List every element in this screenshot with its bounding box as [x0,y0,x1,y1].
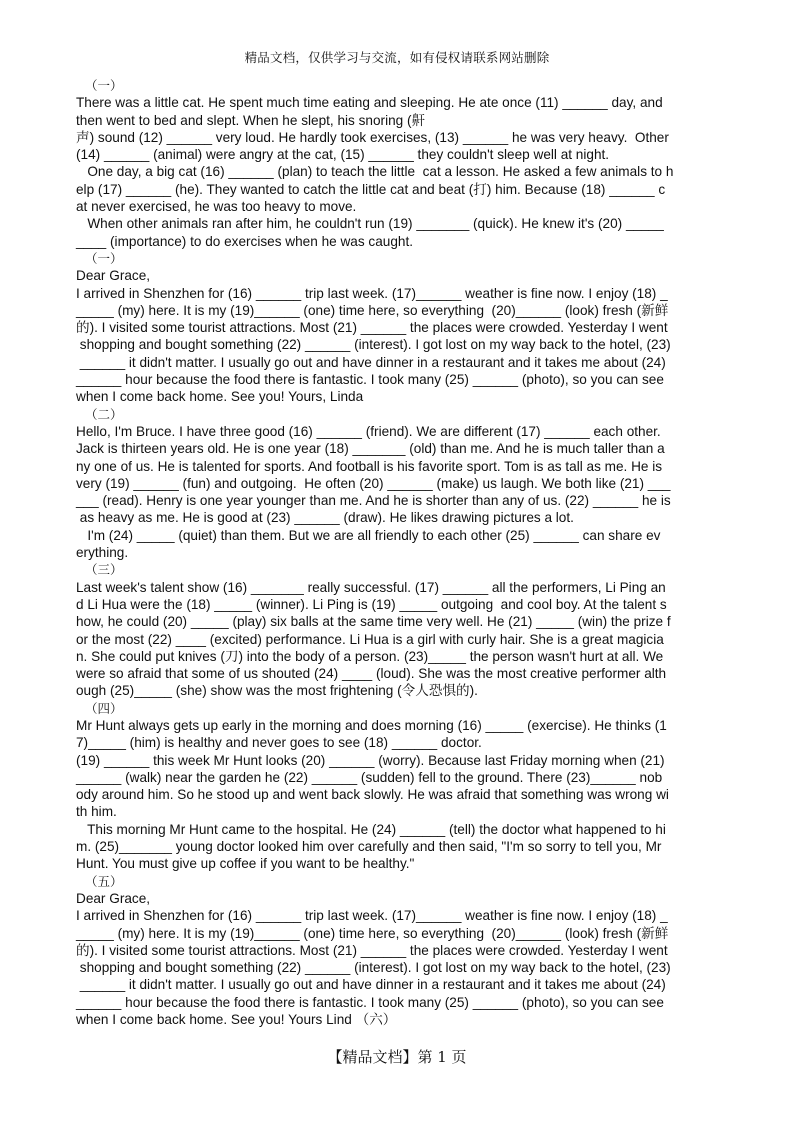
text-line: _____ (my) here. It is my (19)______ (one) time here, so everything (20)______ (look) fresh (新鲜 [76,302,669,318]
text-line: ___ (read). Henry is one year younger than me. And he is shorter than any of us. (22) ______ he is [76,493,671,509]
text-line: (14) ______ (animal) were angry at the cat, (15) ______ they couldn't sleep well at night. [76,147,610,163]
text-line: th him. [76,804,117,820]
text-line: when I come back home. See you! Yours Lind （六） [76,1012,397,1028]
text-line: I arrived in Shenzhen for (16) ______ trip last week. (17)______ weather is fine now. I enjoy (18) _ [76,285,668,301]
section-marker: （二） [85,406,123,422]
text-line: Mr Hunt always gets up early in the morning and does morning (16) _____ (exercise). He thinks (1 [76,717,667,733]
text-line: (19) ______ this week Mr Hunt looks (20) ______ (worry). Because last Friday morning when (21) [76,752,665,768]
section-marker: （五） [85,873,123,889]
text-line: how, he could (20) _____ (play) six balls at the same time very well. He (21) _____ (win) the prize f [76,614,671,630]
text-line: ______ hour because the food there is fantastic. I took many (25) ______ (photo), so you can see [76,994,664,1010]
text-line: were so afraid that some of us shouted (24) ____ (loud). She was the most creative performer alth [76,666,667,682]
text-line: Dear Grace, [76,268,151,284]
text-line: as heavy as me. He is good at (23) ______ (draw). He likes drawing pictures a lot. [76,510,574,526]
text-line: 声) sound (12) ______ very loud. He hardly took exercises, (13) ______ he was very heavy. Other [76,129,669,145]
page-footer: 【精品文档】第 1 页 [327,1048,467,1066]
text-line: shopping and bought something (22) ______ (interest). I got lost on my way back to the hotel, (23) [76,960,671,976]
text-line: Last week's talent show (16) _______ really successful. (17) ______ all the performers, Li Ping an [76,579,666,595]
text-line: Hello, I'm Bruce. I have three good (16) ______ (friend). We are different (17) ______ each other. [76,423,661,439]
text-line: ______ it didn't matter. I usually go out and have dinner in a restaurant and it takes me about (24) [76,354,666,370]
section-marker: （一） [85,78,123,93]
text-line: _____ (my) here. It is my (19)______ (one) time here, so everything (20)______ (look) fresh (新鲜 [76,925,669,941]
text-line: ______ (walk) near the garden he (22) ______ (sudden) fell to the ground. There (23)______ nob [76,769,663,785]
document-body [76,77,718,1028]
text-line: ____ (importance) to do exercises when he was caught. [76,233,414,249]
text-line: Hunt. You must give up coffee if you want to be healthy." [76,856,415,872]
text-line: I'm (24) _____ (quiet) than them. But we are all friendly to each other (25) ______ can share ev [76,527,661,543]
text-line: m. (25)_______ young doctor looked him over carefully and then said, "I'm so sorry to tell you, Mr [76,839,662,855]
text-line: ny one of us. He is talented for sports. And football is his favorite sport. Tom is as tall as me. He is [76,458,663,474]
text-line: I arrived in Shenzhen for (16) ______ trip last week. (17)______ weather is fine now. I enjoy (18) _ [76,908,668,924]
text-line: ody around him. So he stood up and went back slowly. He was afraid that something was wrong wi [76,787,669,803]
text-line: This morning Mr Hunt came to the hospital. He (24) ______ (tell) the doctor what happened to hi [76,821,666,837]
text-line: ______ it didn't matter. I usually go out and have dinner in a restaurant and it takes me about (24) [76,977,666,993]
text-line: 的). I visited some tourist attractions. Most (21) ______ the places were crowded. Yesterday I went [76,942,668,958]
text-line: shopping and bought something (22) ______ (interest). I got lost on my way back to the hotel, (23) [76,337,671,353]
text-line: Dear Grace, [76,890,151,906]
document-header: 精品文档，仅供学习与交流，如有侵权请联系网站删除 [244,50,550,65]
text-line: One day, a big cat (16) ______ (plan) to teach the little cat a lesson. He asked a few animals to h [76,164,674,180]
text-line: at never exercised, he was too heavy to move. [76,199,357,215]
text-line: then went to bed and slept. When he slept, his snoring (鼾 [76,112,426,128]
text-line: elp (17) ______ (he). They wanted to catch the little cat and beat (打) him. Because (18) ______ c [76,181,666,197]
text-line: n. She could put knives (刀) into the body of a person. (23)_____ the person wasn't hurt at all. We [76,648,664,664]
text-line: When other animals ran after him, he couldn't run (19) _______ (quick). He knew it's (20) _____ [76,216,664,232]
text-line: ough (25)_____ (she) show was the most frightening (令人恐惧的). [76,683,478,699]
text-line: d Li Hua were the (18) _____ (winner). Li Ping is (19) _____ outgoing and cool boy. At the talent s [76,596,667,612]
section-marker: （三） [85,562,123,578]
text-line: Jack is thirteen years old. He is one year (18) _______ (old) than me. And he is much taller than a [76,441,665,457]
text-line: ______ hour because the food there is fantastic. I took many (25) ______ (photo), so you can see [76,372,664,388]
text-line: 7)_____ (him) is healthy and never goes to see (18) ______ doctor. [76,735,482,751]
text-line: 的). I visited some tourist attractions. Most (21) ______ the places were crowded. Yesterday I went [76,320,668,336]
text-line: There was a little cat. He spent much time eating and sleeping. He ate once (11) ______ day, and [76,95,663,111]
text-line: or the most (22) ____ (excited) performance. Li Hua is a girl with curly hair. She is a great magicia [76,631,664,647]
section-marker: （四） [85,700,123,716]
text-line: erything. [76,545,129,561]
text-line: when I come back home. See you! Yours, Linda [76,389,364,405]
section-marker: （一） [85,250,123,266]
text-line: very (19) ______ (fun) and outgoing. He often (20) ______ (make) us laugh. We both like (21) ___ [76,475,671,491]
